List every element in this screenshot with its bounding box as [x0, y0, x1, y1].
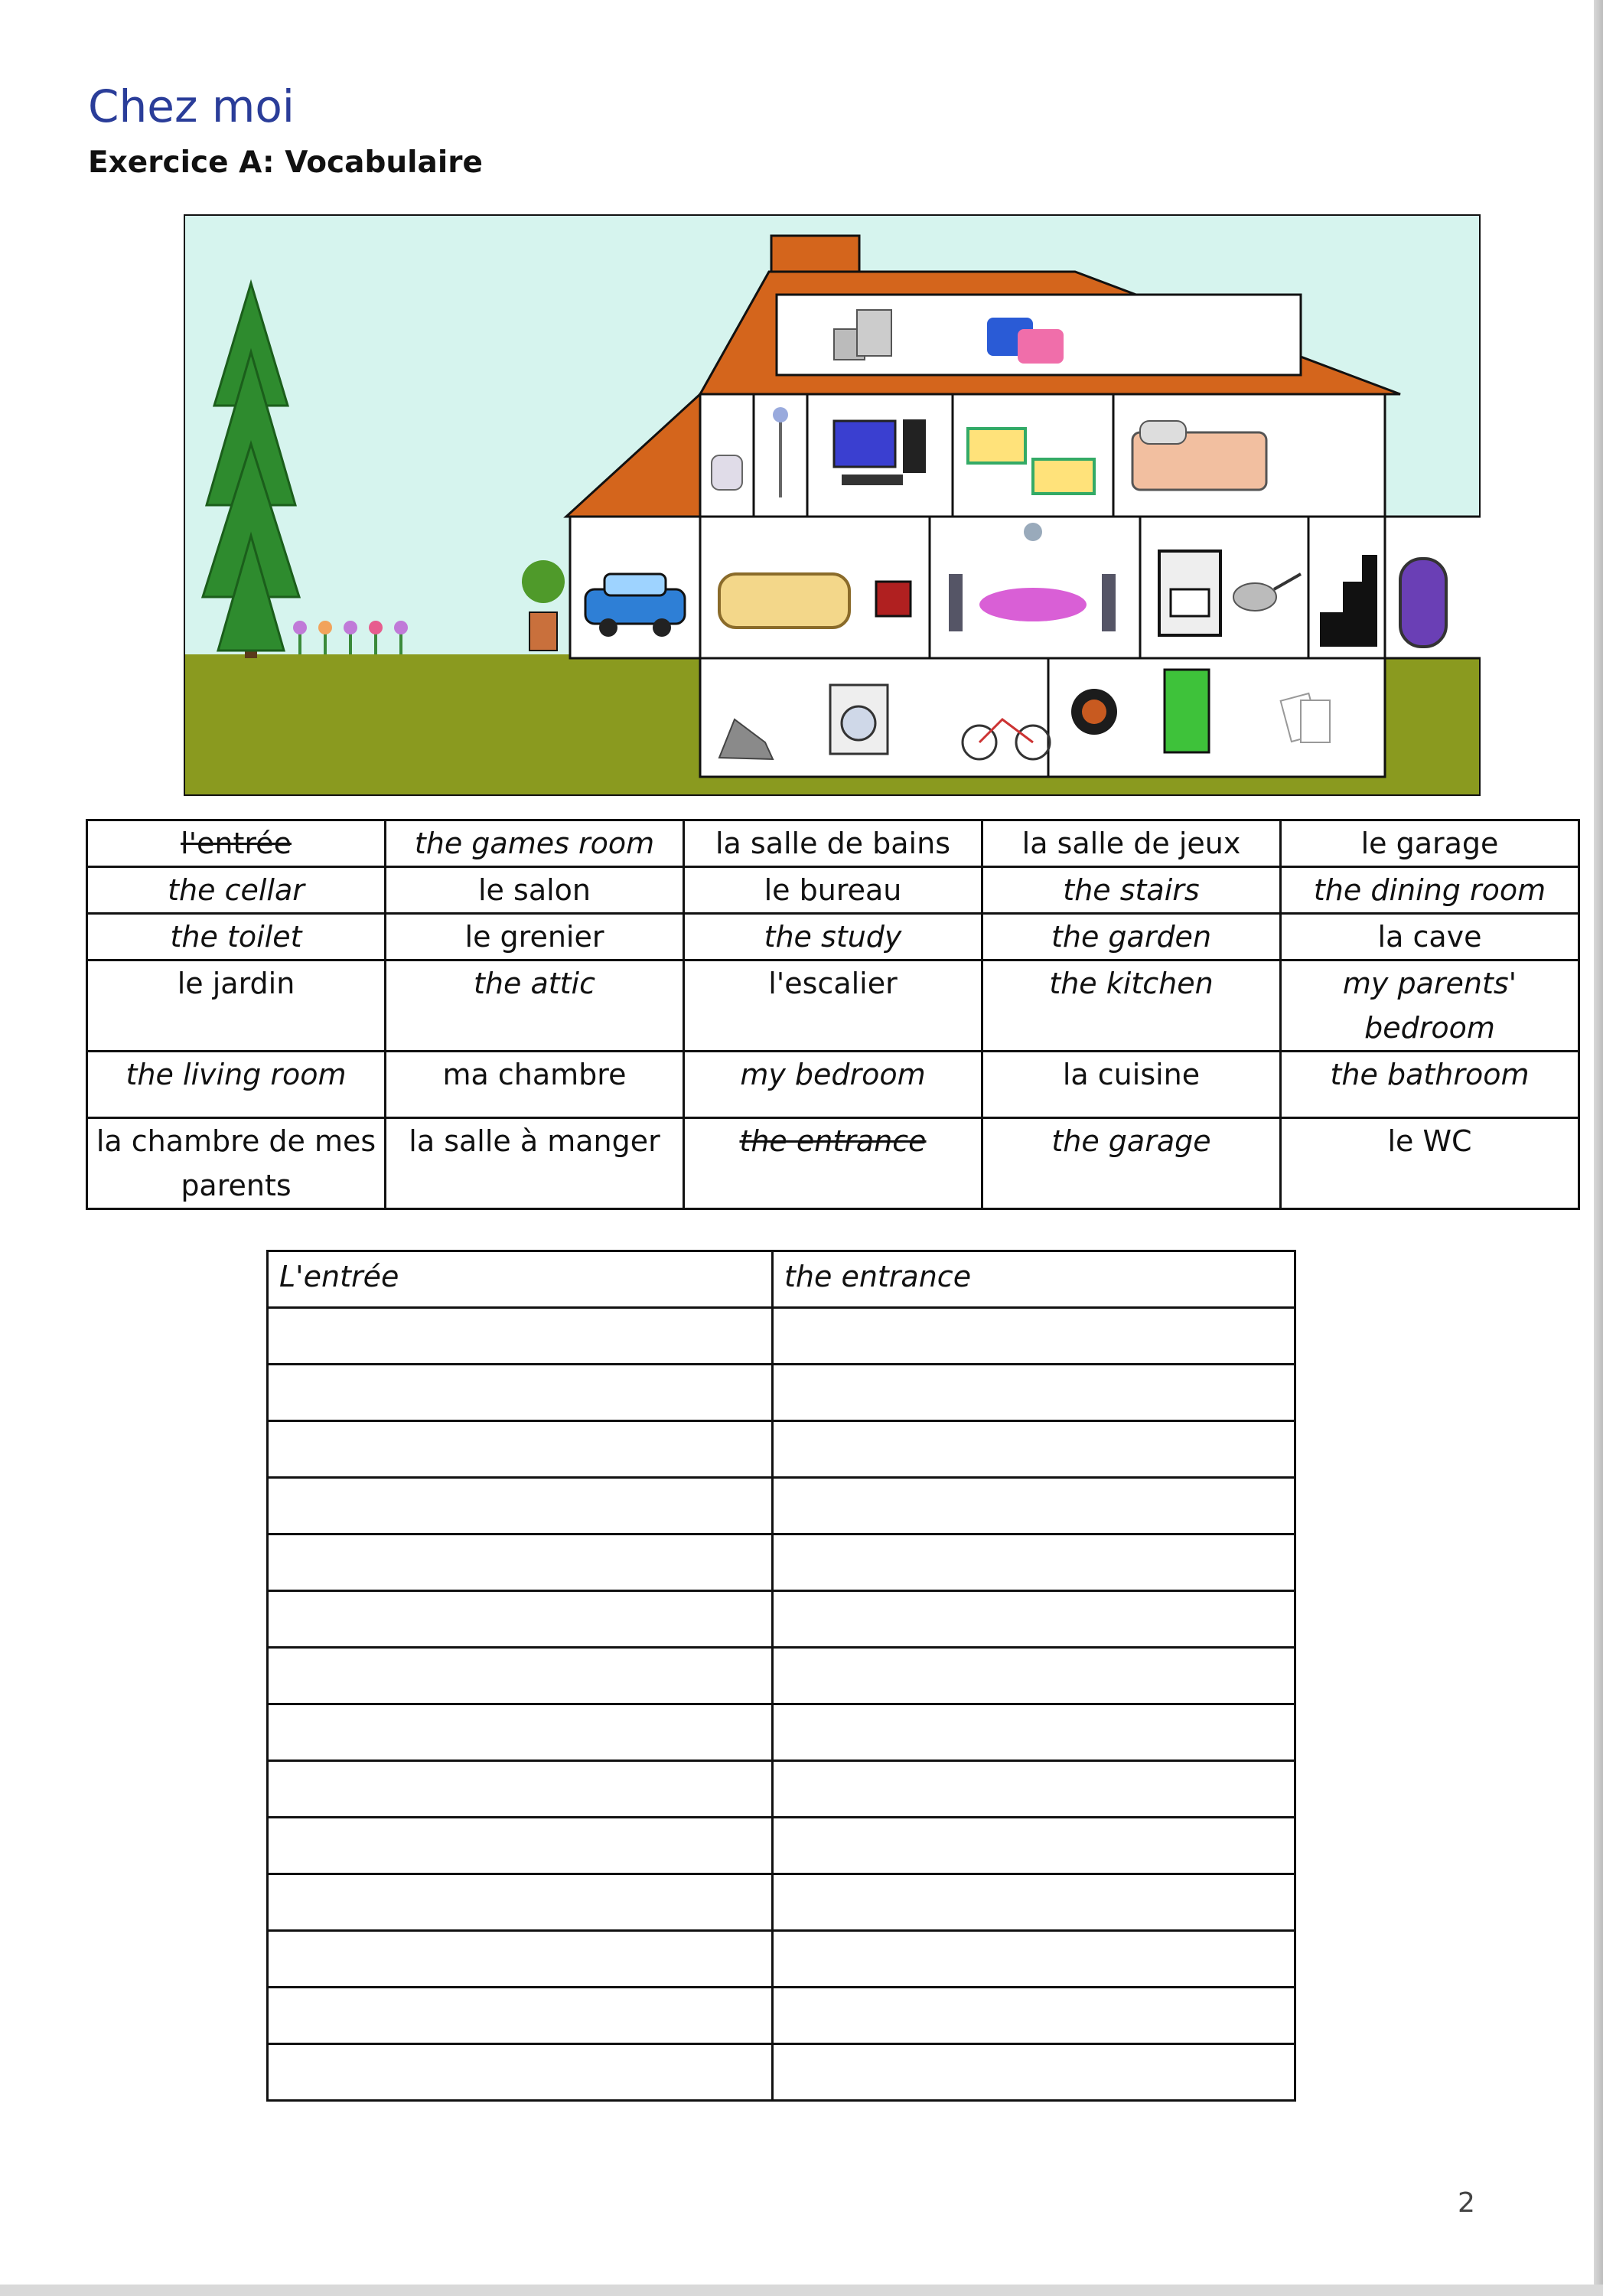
vocab-cell: l'escalier — [684, 960, 982, 1052]
vocab-cell: my bedroom — [684, 1052, 982, 1118]
vocab-cell: ma chambre — [386, 1052, 684, 1118]
answer-row — [268, 2044, 1295, 2101]
vocab-cell: the cellar — [87, 867, 386, 914]
vocab-cell: the garden — [982, 914, 1281, 960]
vocab-row — [87, 1052, 1579, 1118]
answer-row — [268, 1534, 1295, 1591]
answer-french-cell[interactable] — [268, 2044, 773, 2101]
answer-french-cell[interactable] — [268, 1365, 773, 1421]
answer-row — [268, 1704, 1295, 1761]
answer-english-cell[interactable] — [773, 1818, 1295, 1874]
answer-french-cell[interactable] — [268, 1308, 773, 1365]
vocab-cell: the garage — [982, 1118, 1281, 1209]
vocab-cell: the study — [684, 914, 982, 960]
vocab-row — [87, 1118, 1579, 1209]
answer-french-cell[interactable] — [268, 1988, 773, 2044]
vocab-cell: le garage — [1281, 820, 1579, 867]
vocab-cell: la salle de bains — [684, 820, 982, 867]
answer-table — [266, 1250, 1296, 2102]
answer-french-cell[interactable] — [268, 1478, 773, 1534]
answer-english-cell[interactable] — [773, 1591, 1295, 1648]
toilet-icon — [712, 455, 742, 490]
answer-english-cell[interactable] — [773, 1874, 1295, 1931]
answer-row — [268, 1874, 1295, 1931]
vocab-cell: the living room — [87, 1052, 386, 1118]
vocab-cell: the toilet — [87, 914, 386, 960]
answer-french-cell[interactable] — [268, 1648, 773, 1704]
cellar — [700, 658, 1385, 777]
double-bed-icon — [1132, 421, 1266, 490]
pool-table-icon — [1165, 670, 1209, 752]
answer-french-cell[interactable] — [268, 1761, 773, 1818]
vocab-cell: the kitchen — [982, 960, 1281, 1052]
vocab-cell: my parents' bedroom — [1281, 960, 1579, 1052]
answer-row — [268, 1761, 1295, 1818]
answer-english-cell[interactable] — [773, 1648, 1295, 1704]
dartboard-icon — [1071, 689, 1117, 735]
vocab-cell: the games room — [386, 820, 684, 867]
house-illustration — [184, 214, 1481, 796]
vocab-row — [87, 914, 1579, 960]
tv-icon — [876, 582, 911, 616]
washing-machine-icon — [830, 685, 888, 754]
answer-row — [268, 1478, 1295, 1534]
vocab-cell: le salon — [386, 867, 684, 914]
exercise-heading: Exercice A: Vocabulaire — [88, 145, 483, 180]
stove-icon — [1159, 551, 1220, 635]
vocab-cell: le bureau — [684, 867, 982, 914]
vocab-row — [87, 960, 1579, 1052]
vocab-cell: la salle à manger — [386, 1118, 684, 1209]
vocab-cell: the dining room — [1281, 867, 1579, 914]
vocab-cell: the stairs — [982, 867, 1281, 914]
vocab-row — [87, 867, 1579, 914]
answer-french-cell[interactable] — [268, 1931, 773, 1988]
answer-row — [268, 1421, 1295, 1478]
answer-english-cell[interactable] — [773, 2044, 1295, 2101]
answer-english-cell[interactable] — [773, 1988, 1295, 2044]
answer-row — [268, 1931, 1295, 1988]
answer-french-cell[interactable] — [268, 1704, 773, 1761]
chimney — [771, 236, 859, 274]
vocab-cell: le jardin — [87, 960, 386, 1052]
vocab-cell: l'entrée — [87, 820, 386, 867]
answer-english-cell[interactable] — [773, 1704, 1295, 1761]
vocab-cell: the bathroom — [1281, 1052, 1579, 1118]
answer-french-cell[interactable] — [268, 1818, 773, 1874]
answer-french-cell[interactable] — [268, 1534, 773, 1591]
answer-row — [268, 1365, 1295, 1421]
answer-english-cell[interactable] — [773, 1534, 1295, 1591]
page-title: Chez moi — [88, 80, 295, 132]
page-bottom-edge — [0, 2285, 1603, 2296]
answer-french-cell[interactable] — [268, 1874, 773, 1931]
answer-english-cell[interactable] — [773, 1421, 1295, 1478]
answer-french-cell: L'entrée — [268, 1251, 773, 1308]
answer-english-cell[interactable] — [773, 1931, 1295, 1988]
answer-french-cell[interactable] — [268, 1421, 773, 1478]
front-door-icon — [1400, 559, 1446, 647]
upper-floor — [700, 394, 1385, 517]
answer-row — [268, 1988, 1295, 2044]
vocab-cell: the attic — [386, 960, 684, 1052]
vocab-cell: la cave — [1281, 914, 1579, 960]
vocab-cell: la salle de jeux — [982, 820, 1281, 867]
page-edge — [1594, 0, 1603, 2296]
answer-english-cell: the entrance — [773, 1251, 1295, 1308]
vocabulary-grid — [86, 819, 1580, 1210]
vocab-cell: la cuisine — [982, 1052, 1281, 1118]
sofa-icon — [719, 574, 849, 628]
vocab-cell: the entrance — [684, 1118, 982, 1209]
answer-row — [268, 1308, 1295, 1365]
vocab-cell: la chambre de mes parents — [87, 1118, 386, 1209]
answer-english-cell[interactable] — [773, 1761, 1295, 1818]
vocab-row — [87, 820, 1579, 867]
answer-english-cell[interactable] — [773, 1365, 1295, 1421]
answer-row — [268, 1818, 1295, 1874]
vocab-cell: le grenier — [386, 914, 684, 960]
page-number: 2 — [1458, 2187, 1475, 2219]
answer-english-cell[interactable] — [773, 1478, 1295, 1534]
answer-french-cell[interactable] — [268, 1591, 773, 1648]
answer-row — [268, 1591, 1295, 1648]
vocab-cell: le WC — [1281, 1118, 1579, 1209]
answer-row — [268, 1648, 1295, 1704]
answer-row-example — [268, 1251, 1295, 1308]
answer-english-cell[interactable] — [773, 1308, 1295, 1365]
